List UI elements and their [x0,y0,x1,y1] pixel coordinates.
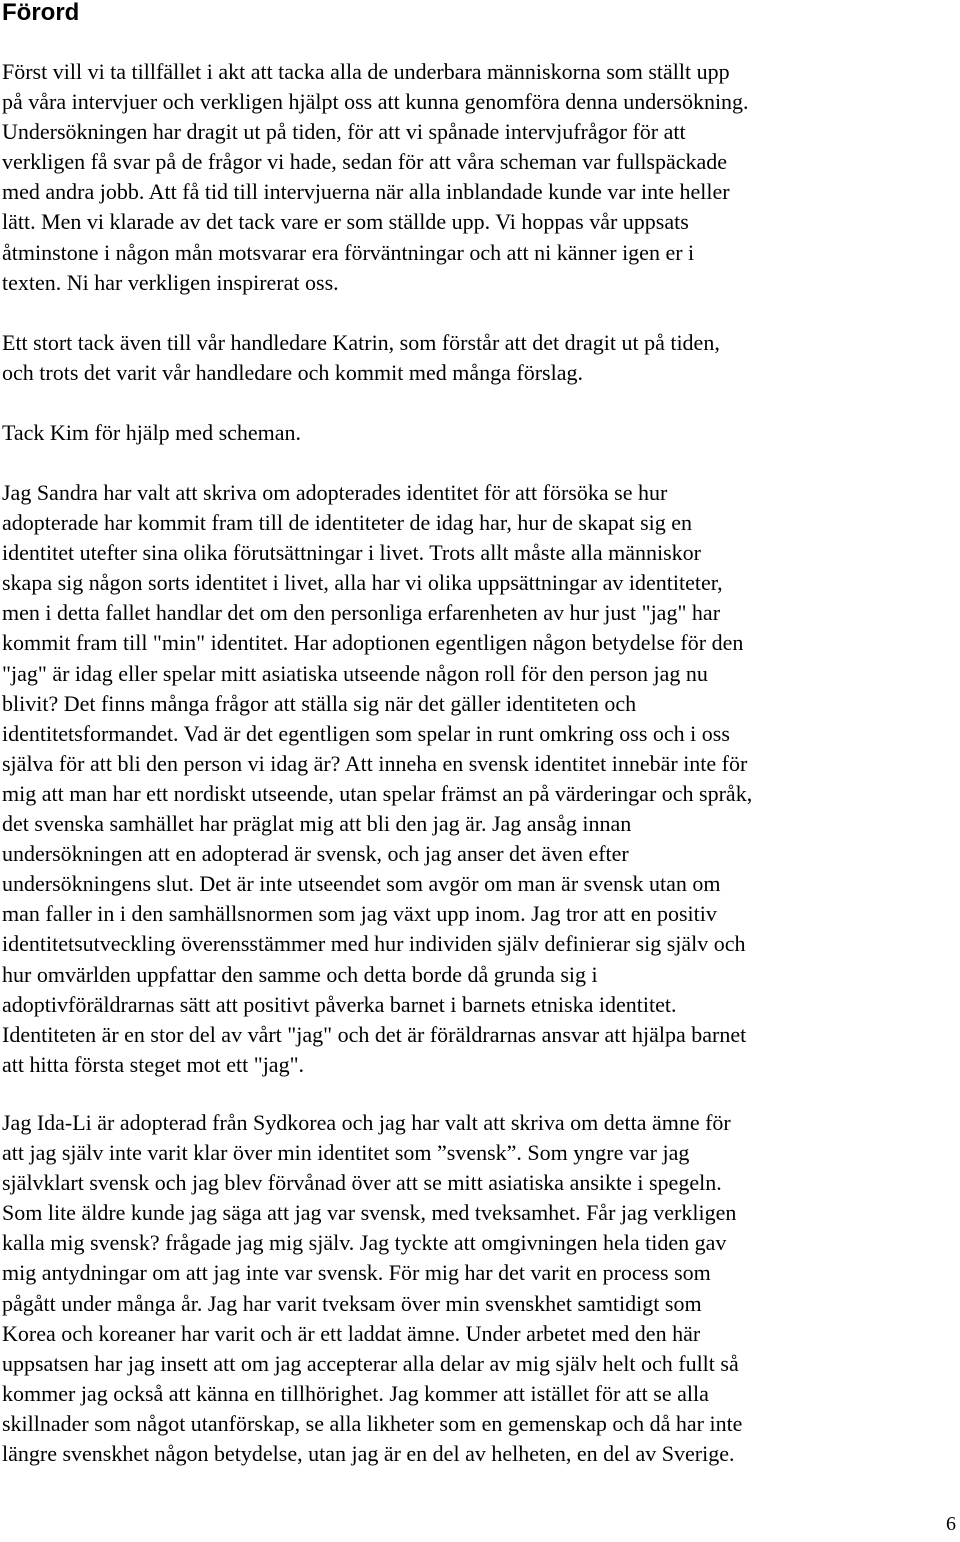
paragraph-sandra [2,478,952,1080]
text-line: man faller in i den samhällsnormen som jag växt upp inom. Jag tror att en positiv [2,901,717,927]
text-line: Korea och koreaner har varit och är ett laddat ämne. Under arbetet med den här [2,1320,701,1346]
text-line: Identiteten är en stor del av vårt "jag" och det är föräldrarnas ansvar att hjälpa barnet [2,1021,747,1047]
text-line: Ett stort tack även till vår handledare Katrin, som förstår att det dragit ut på tiden, [2,330,720,355]
paragraph-thanks-participants [2,57,952,298]
text-line: Som lite äldre kunde jag säga att jag var svensk, med tveksamhet. Får jag verkligen [2,1200,737,1226]
page-number: 6 [946,1513,956,1535]
text-line: lätt. Men vi klarade av det tack vare er som ställde upp. Vi hoppas vår uppsats [2,209,689,235]
text-line: Jag Ida-Li är adopterad från Sydkorea och jag har valt att skriva om detta ämne för [2,1110,731,1135]
text-line: men i detta fallet handlar det om den personliga erfarenheten av hur just "jag" har [2,600,721,626]
text-line: att hitta första steget mot ett "jag". [2,1051,305,1077]
text-line: själva för att bli den person vi idag är? Att inneha en svensk identitet innebär inte för [2,750,748,776]
text-line: kalla mig svensk? frågade jag mig själv. Jag tyckte att omgivningen hela tiden gav [2,1230,727,1256]
paragraph-ida-li [2,1108,952,1469]
text-line: identitet utefter sina olika förutsättningar i livet. Trots allt måste alla människor [2,540,701,566]
text-line: verkligen få svar på de frågor vi hade, sedan för att våra scheman var fullspäckade [2,149,728,175]
paragraph-thanks-supervisor [2,328,952,388]
text-line: och trots det varit vår handledare och kommit med många förslag. [2,360,583,386]
text-line: texten. Ni har verkligen inspirerat oss. [2,269,339,295]
text-line: pågått under många år. Jag har varit tveksam över min svenskhet samtidigt som [2,1290,702,1316]
text-line: åtminstone i någon mån motsvarar era förväntningar och att ni känner igen er i [2,239,695,265]
text-line: med andra jobb. Att få tid till intervjuerna när alla inblandade kunde var inte heller [2,179,730,205]
text-line: uppsatsen har jag insett att om jag accepterar alla delar av mig själv helt och fullt så [2,1350,739,1376]
page-title: Förord [2,0,80,26]
text-line: kommit fram till "min" identitet. Har adoptionen egentligen någon betydelse för den [2,630,744,656]
text-line: identitetsformandet. Vad är det egentligen som spelar in runt omkring oss och i oss [2,720,730,746]
text-line: det svenska samhället har präglat mig att bli den jag är. Jag ansåg innan [2,811,632,837]
text-line: längre svenskhet någon betydelse, utan jag är en del av helheten, en del av Sverige. [2,1441,735,1467]
text-line: kommer jag också att känna en tillhörighet. Jag kommer att istället för att se alla [2,1380,709,1406]
text-line: blivit? Det finns många frågor att ställa sig när det gäller identiteten och [2,690,637,716]
text-line: skapa sig någon sorts identitet i livet, alla har vi olika uppsättningar av identiteter, [2,570,723,596]
text-line: Undersökningen har dragit ut på tiden, för att vi spånade intervjufrågor för att [2,119,686,145]
text-line: mig antydningar om att jag inte var svensk. För mig har det varit en process som [2,1260,711,1286]
text-line: undersökningen att en adopterad är svensk, och jag anser det även efter [2,841,629,867]
text-line: identitetsutveckling överensstämmer med hur individen själv definierar sig själv och [2,931,746,957]
text-line: skillnader som något utanförskap, se alla likheter som en gemenskap och då har inte [2,1410,743,1436]
text-line: att jag själv inte varit klar över min identitet som ”svensk”. Som yngre var jag [2,1140,690,1166]
paragraph-thanks-kim [2,418,952,448]
text-line: Först vill vi ta tillfället i akt att tacka alla de underbara människorna som ställt upp [2,59,730,84]
text-line: undersökningens slut. Det är inte utseendet som avgör om man är svensk utan om [2,871,721,897]
text-line: mig att man har ett nordiskt utseende, utan spelar främst an på värderingar och språk, [2,780,753,806]
text-line: på våra intervjuer och verkligen hjälpt oss att kunna genomföra denna undersökning. [2,89,749,115]
text-line: "jag" är idag eller spelar mitt asiatiska utseende någon roll för den person jag nu [2,660,708,686]
text-line: Tack Kim för hjälp med scheman. [2,420,302,445]
text-line: hur omvärlden uppfattar den samme och detta borde då grunda sig i [2,961,598,987]
text-line: Jag Sandra har valt att skriva om adopterades identitet för att försöka se hur [2,480,668,505]
text-line: adoptivföräldrarnas sätt att positivt påverka barnet i barnets etniska identitet. [2,991,677,1017]
text-line: adopterade har kommit fram till de identiteter de idag har, hur de skapat sig en [2,510,693,536]
text-line: självklart svensk och jag blev förvånad över att se mitt asiatiska ansikte i spegeln. [2,1170,722,1196]
